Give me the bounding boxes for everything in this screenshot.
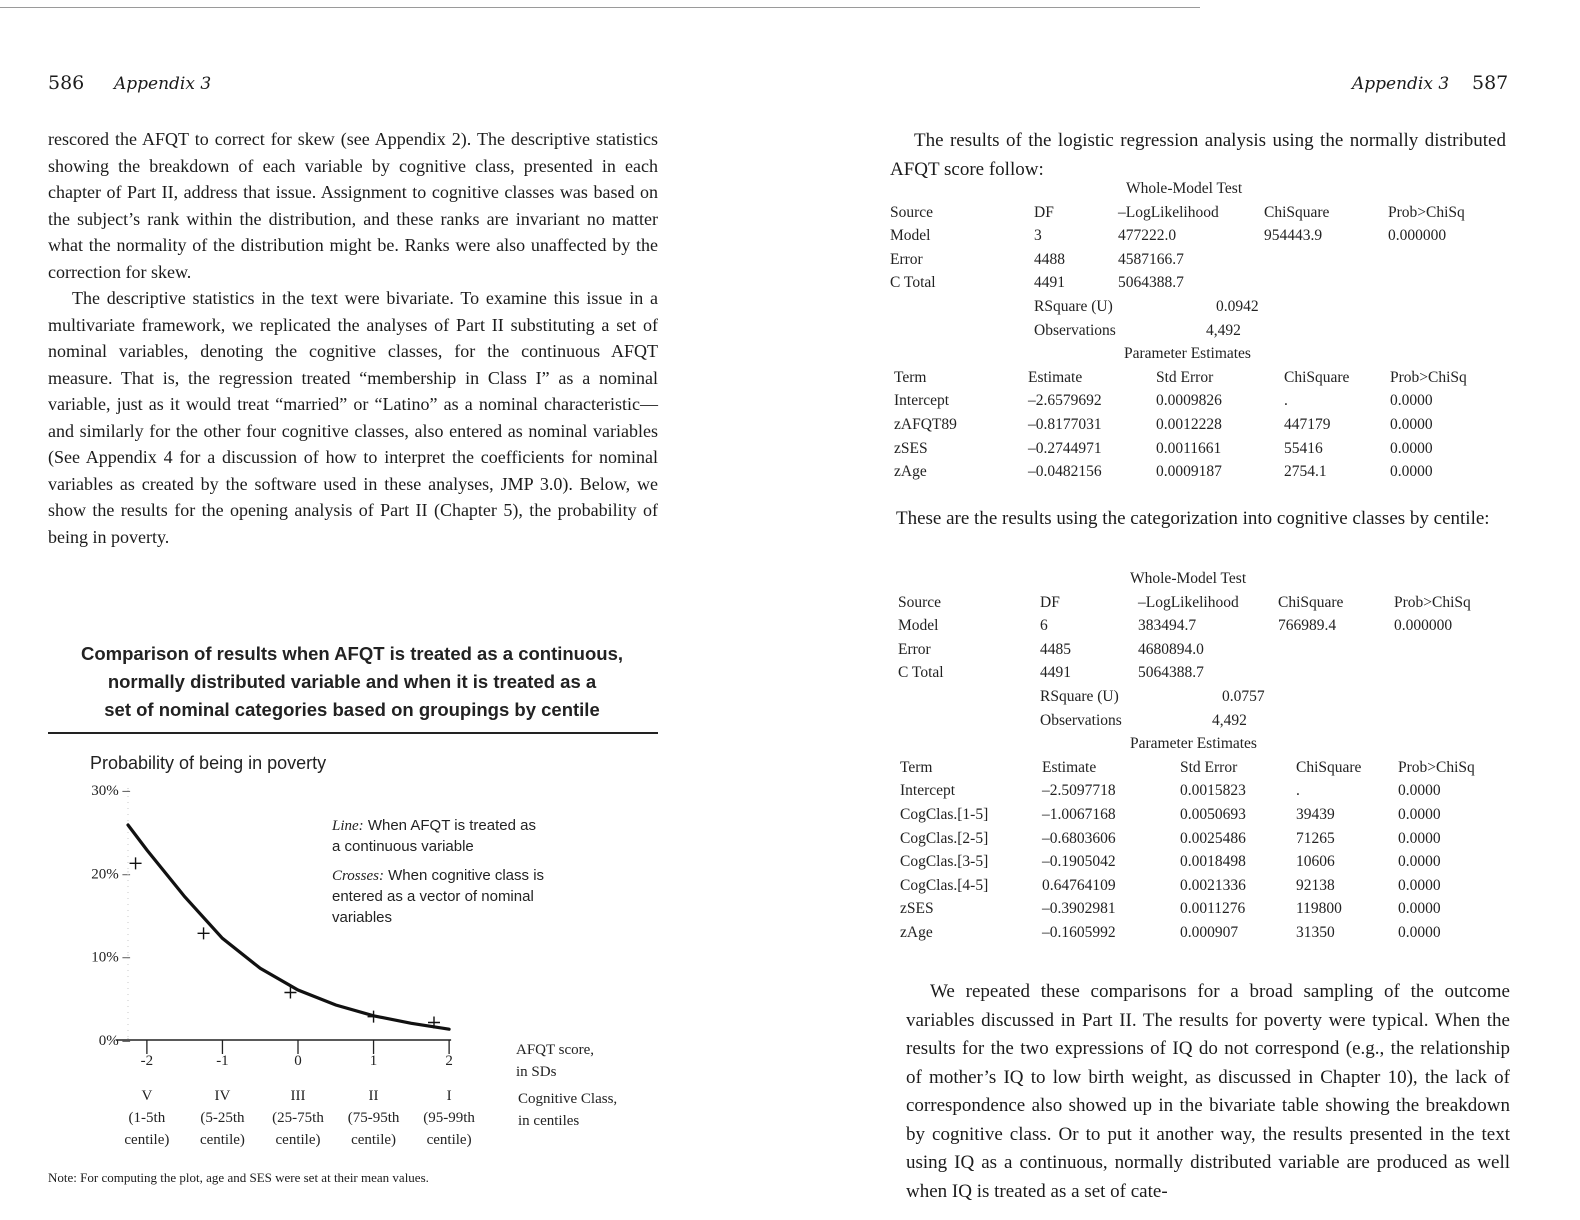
y-tick-label: 10% – [91,949,130,966]
table-cell: zAFQT89 [894,416,957,433]
table-cell: 383494.7 [1138,617,1197,635]
table-cell: 4680894.0 [1138,640,1204,658]
table-cell: –0.6803606 [1042,829,1116,847]
column-header: Prob>ChiSq [1388,203,1465,221]
table-cell: 71265 [1296,829,1335,847]
column-header: Prob>ChiSq [1398,758,1475,776]
column-header: Source [890,203,934,221]
table-cell: 4485 [1040,640,1071,658]
table-cell: 55416 [1284,439,1323,457]
table-cell: –0.3902981 [1042,900,1116,918]
centile-label: (5-25th [200,1110,245,1126]
cognitive-class-label: V [141,1088,153,1104]
table-cell: 4491 [1034,274,1065,292]
closing-paragraph: We repeated these comparisons for a broad sampling of the outcome variables discussed in Part II. The results for poverty were typical. When the results for the two expressions of IQ do not correspond (e.g., the relationship of mother’s IQ to low birth weight, as discussed in Chapter 10), the lack of correspondence also showed up in the bivariate table showing the breakdown by cognitive class. Or to put it another way, the results presented in the text using IQ as a continuous, normally distributed variable are produced as well when IQ is treated as a set of cate- [906,981,1510,1202]
figure-title [48,640,656,724]
table-cell: 0.0018498 [1180,853,1246,871]
legend-crosses-text: entered as a vector of nominal [332,888,534,905]
centile-label: (75-95th [347,1110,400,1126]
table-title: Parameter Estimates [1130,735,1257,753]
running-head: Appendix 3 [1352,74,1450,94]
table-cell: 0.0000 [1398,924,1441,941]
column-header: Std Error [1180,758,1238,776]
table-cell: 31350 [1296,924,1335,941]
x-tick-label: 0 [294,1053,302,1069]
table-cell: 0.0011661 [1156,439,1222,457]
table-cell: 92138 [1296,876,1335,894]
table-cell: . [1296,782,1300,800]
column-header: Prob>ChiSq [1390,368,1467,386]
table-cell: CogClas.[3-5] [900,853,989,871]
nominal-class-cross [198,927,210,939]
page-number: 587 [1472,72,1509,94]
cognitive-class-label: III [290,1088,306,1104]
table-cell: 0.0009187 [1156,463,1222,481]
svg-text:Crosses: When cognitive class [332,867,544,884]
table-cell: –0.1605992 [1042,924,1116,941]
cognitive-class-label: II [368,1088,379,1104]
nominal-class-cross [368,1011,380,1023]
table-cell: –0.8177031 [1028,416,1102,433]
table-cell: 954443.9 [1264,227,1323,245]
table-cell: –2.6579692 [1028,392,1102,410]
table-cell: zSES [894,439,928,457]
table-cell: 0.0012228 [1156,416,1222,433]
table-cell: 3 [1034,227,1042,245]
table-cell: –0.1905042 [1042,853,1116,871]
column-header: –LogLikelihood [1118,203,1219,221]
continuous-afqt-line [128,825,449,1029]
table-cell: 0.0025486 [1180,829,1246,847]
figure-title-line: normally distributed variable and when it is treated as a [107,671,597,692]
legend-crosses-text: When cognitive class is [388,867,545,884]
column-header: DF [1040,593,1060,611]
observations-value: 4,492 [1206,321,1241,339]
legend-line-label: Line: [332,818,364,834]
observations-value: 4,492 [1212,711,1247,729]
table-cell: 0.0000 [1390,416,1433,433]
rsquare-value: 0.0757 [1222,688,1265,705]
table-cell: 0.0000 [1398,900,1441,918]
table-cell: 4488 [1034,250,1065,268]
x-axis-label-line: in SDs [516,1064,557,1080]
column-header: –LogLikelihood [1138,593,1239,611]
table-cell: Intercept [894,392,950,410]
cognitive-class-label: IV [214,1088,231,1104]
table-cell: –2.5097718 [1042,782,1116,800]
right-page [790,0,1580,1220]
table-cell: zAge [894,463,927,481]
table-cell: 0.0000 [1390,392,1433,410]
table-cell: 0.000000 [1388,227,1447,245]
table-cell: 6 [1040,617,1048,635]
x-tick-label: 1 [369,1053,378,1069]
table-cell: 0.64764109 [1042,876,1116,894]
column-header: Estimate [1042,758,1097,776]
figure-note: Note: For computing the plot, age and SES were set at their mean values. [48,1170,429,1185]
column-header: ChiSquare [1264,203,1330,221]
table-cell: C Total [898,664,944,682]
table-cell: 0.0000 [1398,876,1441,894]
x-tick-label: -1 [216,1053,229,1069]
table-cell: 0.0000 [1390,463,1433,481]
column-header: Term [900,758,933,776]
poverty-chart [48,740,658,1160]
figure-title-line: set of nominal categories based on groupings by centile [104,699,600,720]
table-cell: 0.0050693 [1180,806,1246,823]
centile-label: (95-99th [423,1110,475,1126]
table-cell: CogClas.[1-5] [900,806,989,823]
table-cell: C Total [890,274,936,292]
x-axis-label-line: AFQT score, [516,1042,595,1058]
table-cell: 119800 [1296,900,1342,918]
legend-crosses-text: variables [332,909,393,926]
figure-title-line: Comparison of results when AFQT is treated as a continuous, [80,643,624,664]
figure-rule [48,732,658,734]
rsquare-value: 0.0942 [1216,298,1259,315]
rsquare-label: RSquare (U) [1034,298,1113,315]
table-cell: 0.0000 [1390,439,1433,457]
paragraph: rescored the AFQT to correct for skew (see Appendix 2). The descriptive statistics showing the breakdown of each variable by cognitive class, presented in each chapter of Part II, address that issue. Assignment to cognitive classes was based on the subject’s rank within the distribution, and these ranks are invariant no matter what the normality of the distribution might be. Ranks were also unaffected by the correction for skew. [48,129,658,282]
legend-line-text: When AFQT is treated as [367,817,536,834]
table-cell: Error [890,250,923,268]
table-cell: 447179 [1284,416,1331,433]
table-cell: 0.000907 [1180,924,1239,941]
table-cell: 2754.1 [1284,463,1327,481]
column-header: ChiSquare [1284,368,1350,386]
observations-label: Observations [1034,321,1116,339]
y-tick-label: 20% – [91,866,130,883]
y-tick-label: 30% – [91,783,130,799]
table-cell: Error [898,640,931,658]
table-cell: Model [890,227,931,245]
column-header: Prob>ChiSq [1394,593,1471,611]
table-cell: CogClas.[2-5] [900,829,989,847]
x-tick-label: -2 [140,1053,154,1069]
table-cell: 477222.0 [1118,227,1177,245]
y-tick-label: 0% – [98,1033,130,1049]
x-tick-label: 2 [445,1053,453,1069]
intro-paragraph: The results of the logistic regression analysis using the normally distributed AFQT score follow: [890,130,1506,180]
table-cell: . [1284,392,1288,410]
table-cell: 5064388.7 [1138,664,1204,682]
table-cell: 0.0000 [1398,782,1441,800]
table-cell: 0.0000 [1398,853,1441,871]
class-axis-label-line: in centiles [518,1113,580,1129]
table-cell: –0.2744971 [1028,439,1102,457]
table-cell: 5064388.7 [1118,274,1184,292]
column-header: DF [1034,203,1054,221]
table-cell: zSES [900,900,934,918]
centile-label: (25-75th [272,1110,324,1126]
paragraph: The descriptive statistics in the text were bivariate. To examine this issue in a multivariate framework, we replicated the analyses of Part II substituting a set of nominal variables, denoting the cognitive classes, for the continuous AFQT measure. That is, the regression treated “membership in Class I” as a nominal variable, just as it would treat “married” or “Latino” as a nominal characteristic—and similarly for the other four cognitive classes, also entered as nominal variables (See Appendix 4 for a discussion of how to interpret the coefficients for nominal variables as created by the software used in these analyses, JMP 3.0). Below, we show the results for the opening analysis of Part II (Chapter 5), the probability of being in poverty. [48,288,658,547]
table-cell: 4491 [1040,664,1071,682]
centile-label: centile) [275,1132,321,1148]
rsquare-label: RSquare (U) [1040,688,1119,705]
centile-label: centile) [199,1132,245,1148]
column-header: ChiSquare [1278,593,1344,611]
table-cell: 0.0011276 [1180,900,1246,918]
column-header: Std Error [1156,368,1214,386]
nominal-class-cross [130,857,142,869]
mid-paragraph: These are the results using the categorization into cognitive classes by centile: [896,508,1490,529]
column-header: Source [898,593,942,611]
svg-text:Line: When AFQT is treated as [331,817,536,834]
left-body-text [48,126,658,550]
table-cell: 0.0021336 [1180,876,1246,894]
table-cell: 0.0015823 [1180,782,1246,800]
running-head: Appendix 3 [114,74,212,94]
centile-label: centile) [426,1132,472,1148]
table-title: Parameter Estimates [1124,345,1251,363]
table-title: Whole-Model Test [1126,180,1243,197]
centile-label: (1-5th [128,1110,166,1126]
table-cell: Model [898,617,939,635]
table-cell: 0.0000 [1398,829,1441,847]
chart-title: Probability of being in poverty [90,753,327,773]
centile-label: centile) [124,1132,170,1148]
table-cell: 766989.4 [1278,617,1337,635]
table-cell: 0.0009826 [1156,392,1222,410]
table-cell: 39439 [1296,806,1335,823]
table-cell: 0.000000 [1394,617,1453,635]
table-cell: –0.0482156 [1028,463,1102,481]
centile-label: centile) [351,1132,397,1148]
legend-crosses-label: Crosses: [332,868,384,884]
table-cell: –1.0067168 [1042,806,1116,823]
table-title: Whole-Model Test [1130,570,1247,587]
class-axis-label-line: Cognitive Class, [518,1091,618,1107]
observations-label: Observations [1040,711,1122,729]
table-cell: Intercept [900,782,956,800]
table-cell: 10606 [1296,853,1335,871]
column-header: ChiSquare [1296,758,1362,776]
page-number: 586 [48,72,85,94]
table-cell: zAge [900,924,933,941]
table-cell: CogClas.[4-5] [900,876,989,894]
column-header: Estimate [1028,368,1083,386]
table-cell: 0.0000 [1398,806,1441,823]
column-header: Term [894,368,927,386]
table-cell: 4587166.7 [1118,250,1184,268]
cognitive-class-label: I [446,1088,452,1104]
legend-line-text: a continuous variable [332,838,474,855]
